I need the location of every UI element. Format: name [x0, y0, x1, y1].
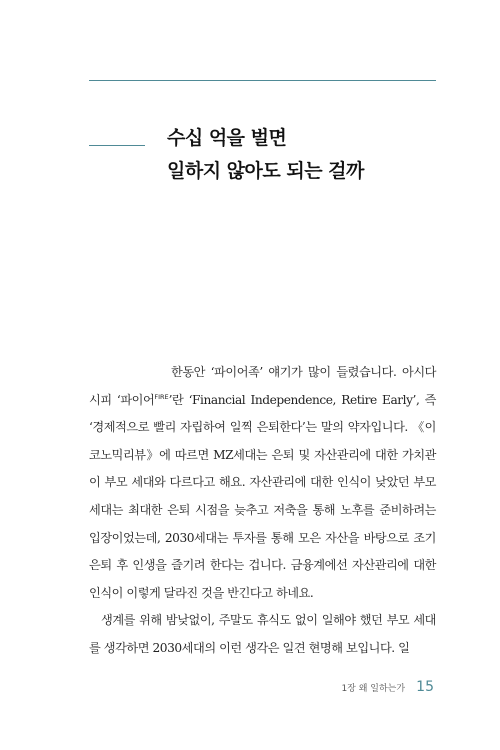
page-footer — [341, 676, 434, 695]
chapter-title — [167, 122, 364, 188]
page-number: 15 — [416, 679, 434, 695]
paragraph-1 — [89, 359, 436, 607]
title-accent-rule — [89, 145, 145, 146]
paragraph-1-start: 한동안 ‘파이어족’ 얘기가 많이 들렸습니다. 아시다시피 ‘파이어 — [89, 365, 436, 407]
running-head: 1장 왜 일하는가 — [341, 684, 406, 694]
chapter-title-line-2: 일하지 않아도 되는 걸까 — [167, 160, 364, 182]
chapter-title-line-1: 수십 억을 벌면 — [167, 127, 287, 149]
paragraph-1-rest: ’란 ‘Financial Independence, Retire Early’, 즉 ‘경제적으로 빨리 자립하여 일찍 은퇴한다’는 말의 약자입니다. 《이코노믹리뷰》에 따르면 MZ세대는 은퇴 및 자산관리에 대한 가치관이 부모 세대와 다르다고 해요. 자산관리에 대한 인식이 낮았던 부모 세대는 최대한 은퇴 시점을 늦추고 저축을 통해 노후를 준비하려는 입장이었는데, 2030세대는 투자를 통해 모은 자산을 바탕으로 조기은퇴 후 인생을 즐기려 한다는 겁니다. 금융계에선 자산관리에 대한 인식이 이렇게 달라진 것을 반긴다고 하네요. — [89, 392, 436, 600]
header-rule — [89, 80, 436, 81]
fire-superscript: FIRE — [154, 392, 169, 401]
paragraph-2: 생계를 위해 밤낮없이, 주말도 휴식도 없이 일해야 했던 부모 세대를 생각하면 2030세대의 이런 생각은 일견 현명해 보입니다. 일 — [89, 613, 436, 655]
body-text — [89, 359, 436, 663]
